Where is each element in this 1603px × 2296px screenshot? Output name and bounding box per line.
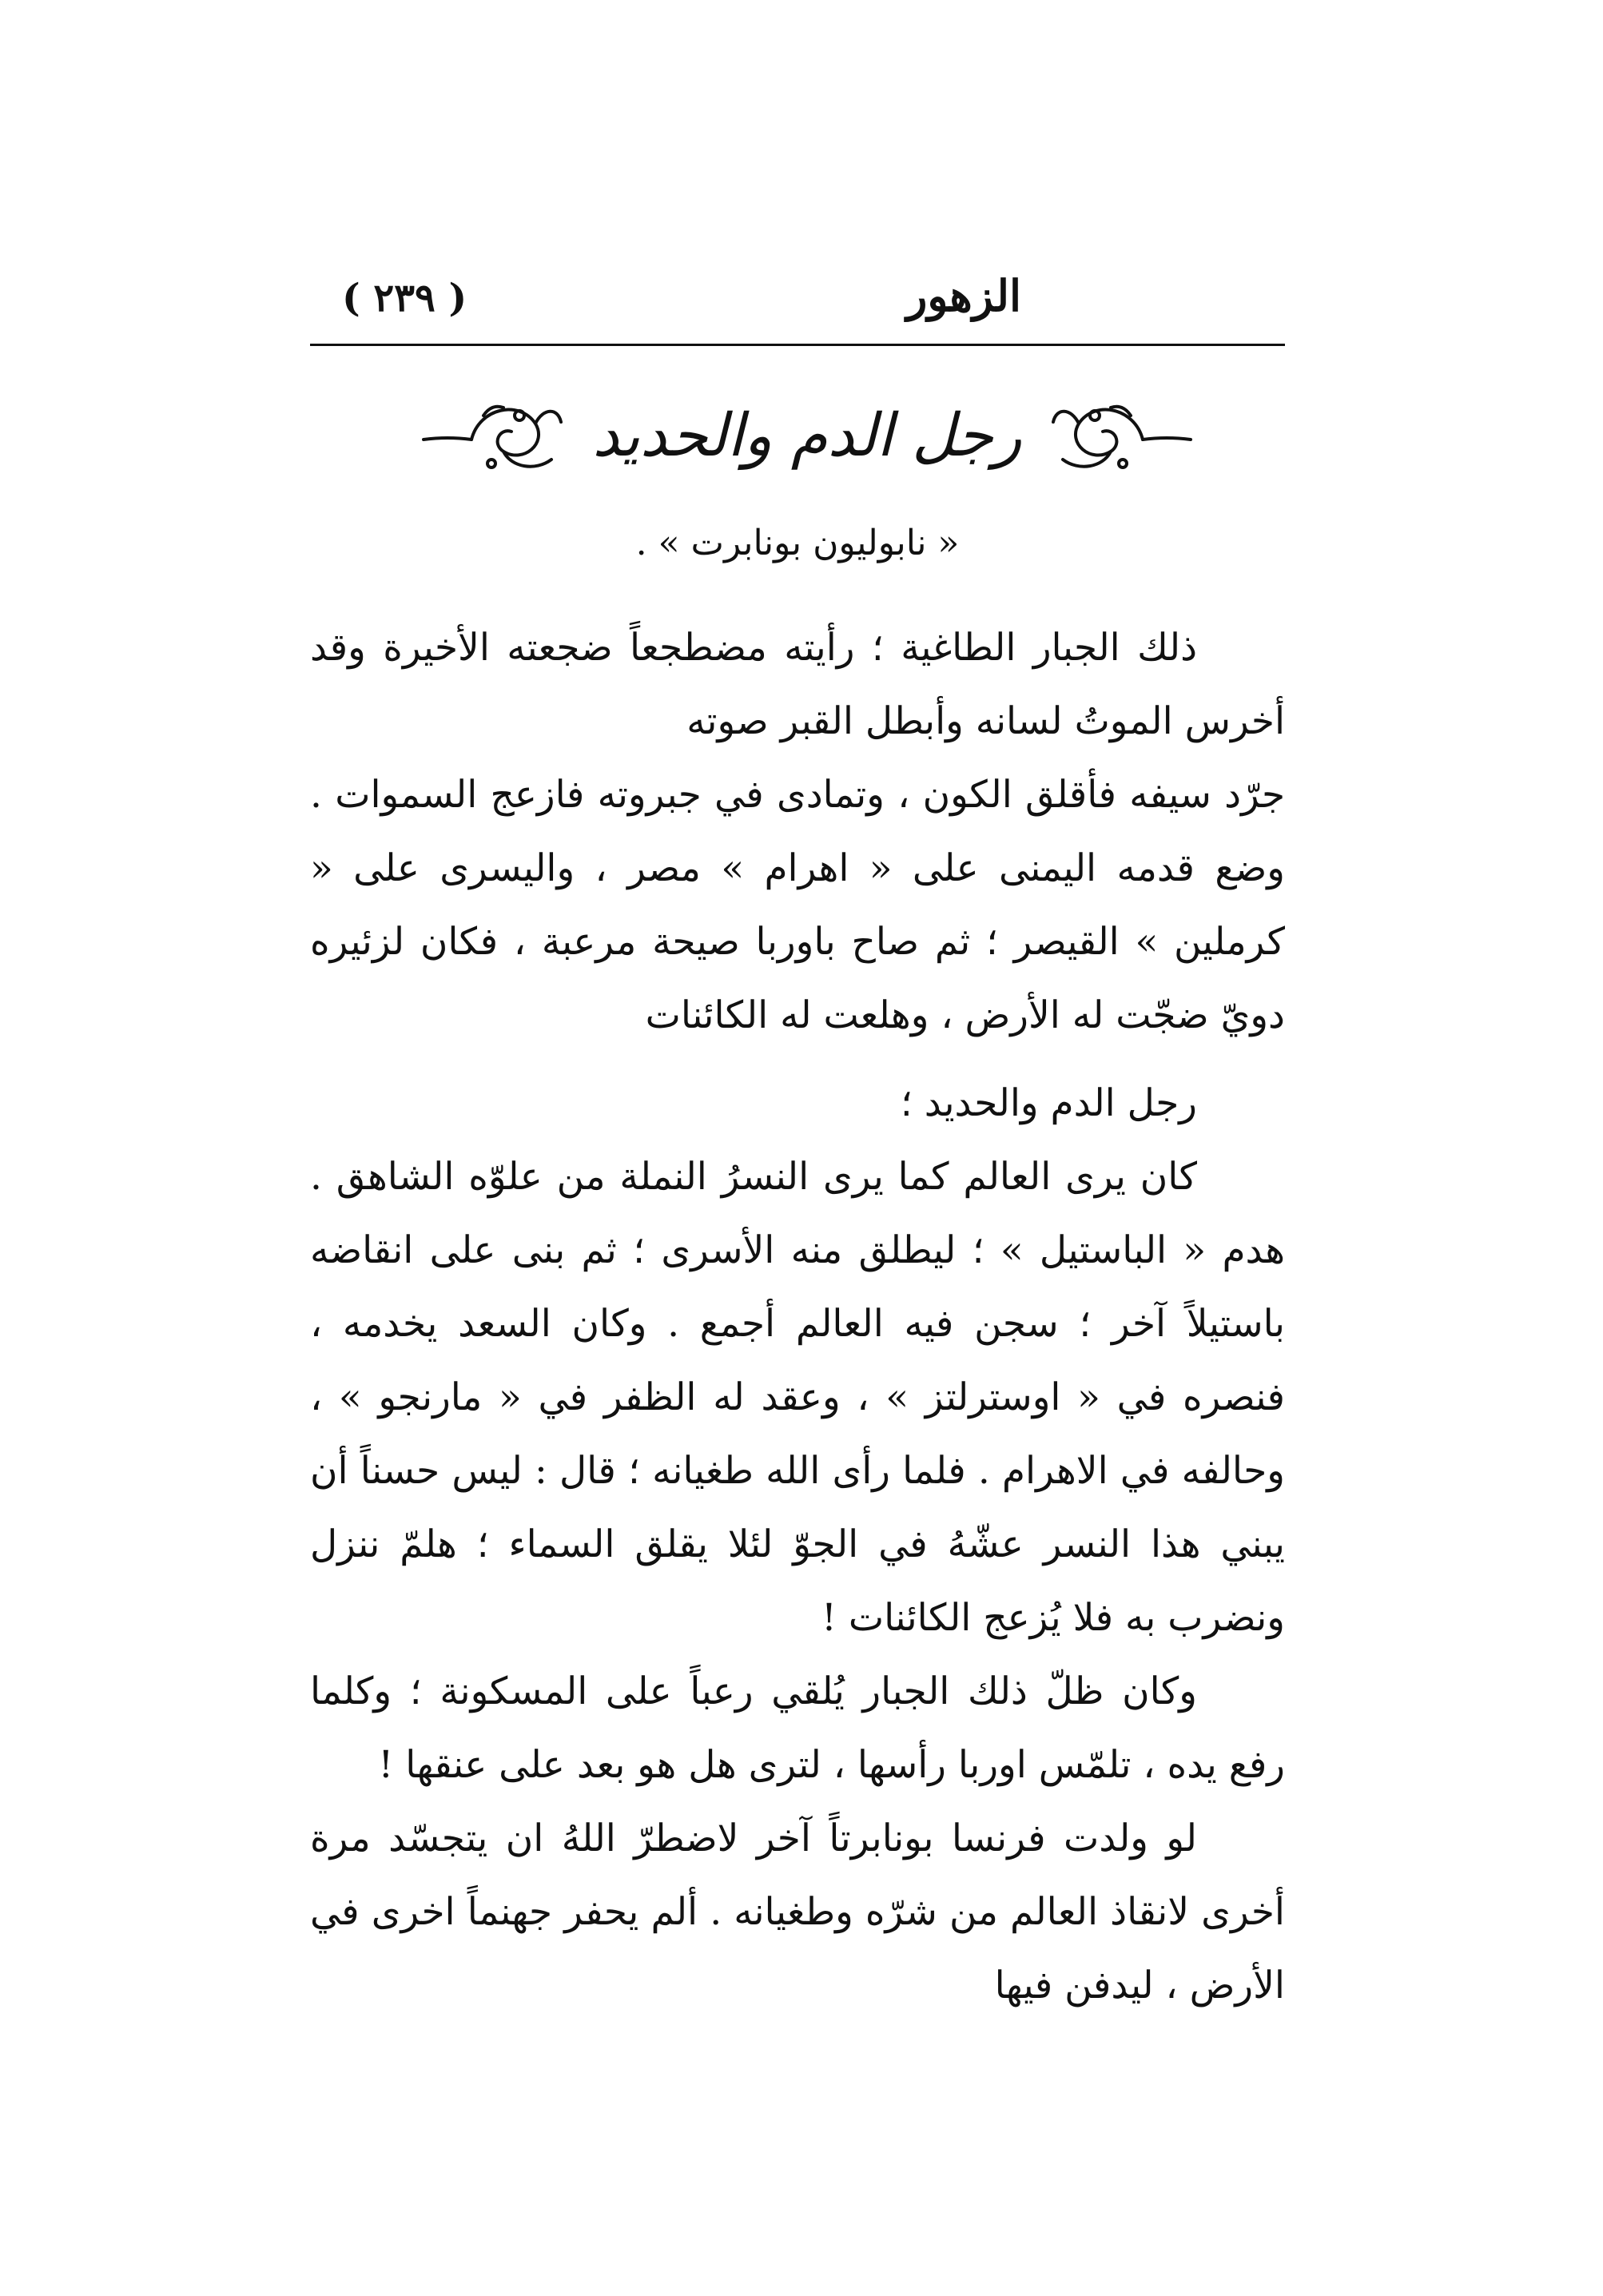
paragraph: كان يرى العالم كما يرى النسرُ النملة من علوّه الشاهق . هدم « الباستيل » ؛ ليطلق منه الأسرى ؛ ثم بنى على انقاضه باستيلاً آخر ؛ سجن فيه العالم أجمع . وكان السعد يخدمه ، فنصره في « اوسترلتز » ، وعقد له الظفر في « مارنجو » ، وحالفه في الاهرام . فلما رأى الله طغيانه ؛ قال : ليس حسناً أن يبني هذا النسر عشّهُ في الجوّ لئلا يقلق السماء ؛ هلمّ ننزل ونضرب به فلا يُزعج الكائنات ! [310, 1155, 1285, 1640]
paragraph: وكان ظلّ ذلك الجبار يُلقي رعباً على المسكونة ؛ وكلما رفع يده ، تلمّس اوربا رأسها ، لترى هل هو بعد على عنقها ! [310, 1669, 1285, 1787]
paragraph: رجل الدم والحديد ؛ [900, 1081, 1197, 1125]
page-number: ( ٢٣٩ ) [342, 276, 467, 320]
article-title-block [416, 376, 1199, 495]
floral-ornament-icon [1047, 384, 1199, 479]
floral-ornament-icon [416, 384, 567, 479]
article-body [310, 611, 1285, 2023]
paragraph: جرّد سيفه فأقلق الكون ، وتمادى في جبروته فازعج السموات . وضع قدمه اليمنى على « اهرام » مصر ، واليسرى على « كرملين » القيصر ؛ ثم صاح باوربا صيحة مرعبة ، فكان لزئيره دويّ ضجّت له الأرض ، وهلعت له الكائنات [310, 773, 1285, 1037]
article-title: رجل الدم والحديد [592, 401, 1022, 470]
header-divider [310, 344, 1285, 346]
journal-name: الزهور [906, 270, 1021, 321]
paragraph: ذلك الجبار الطاغية ؛ رأيته مضطجعاً ضجعته الأخيرة وقد أخرس الموتُ لسانه وأبطل القبر صوته [310, 626, 1285, 743]
paragraph: لو ولدت فرنسا بونابرتاً آخر لاضطرّ اللهُ ان يتجسّد مرة أخرى لانقاذ العالم من شرّه وطغيانه . ألم يحفر جهنماً اخرى في الأرض ، ليدفن فيها [310, 1817, 1285, 2008]
article-subtitle: « نابوليون بونابرت » . [635, 523, 960, 563]
running-header [310, 264, 1285, 352]
